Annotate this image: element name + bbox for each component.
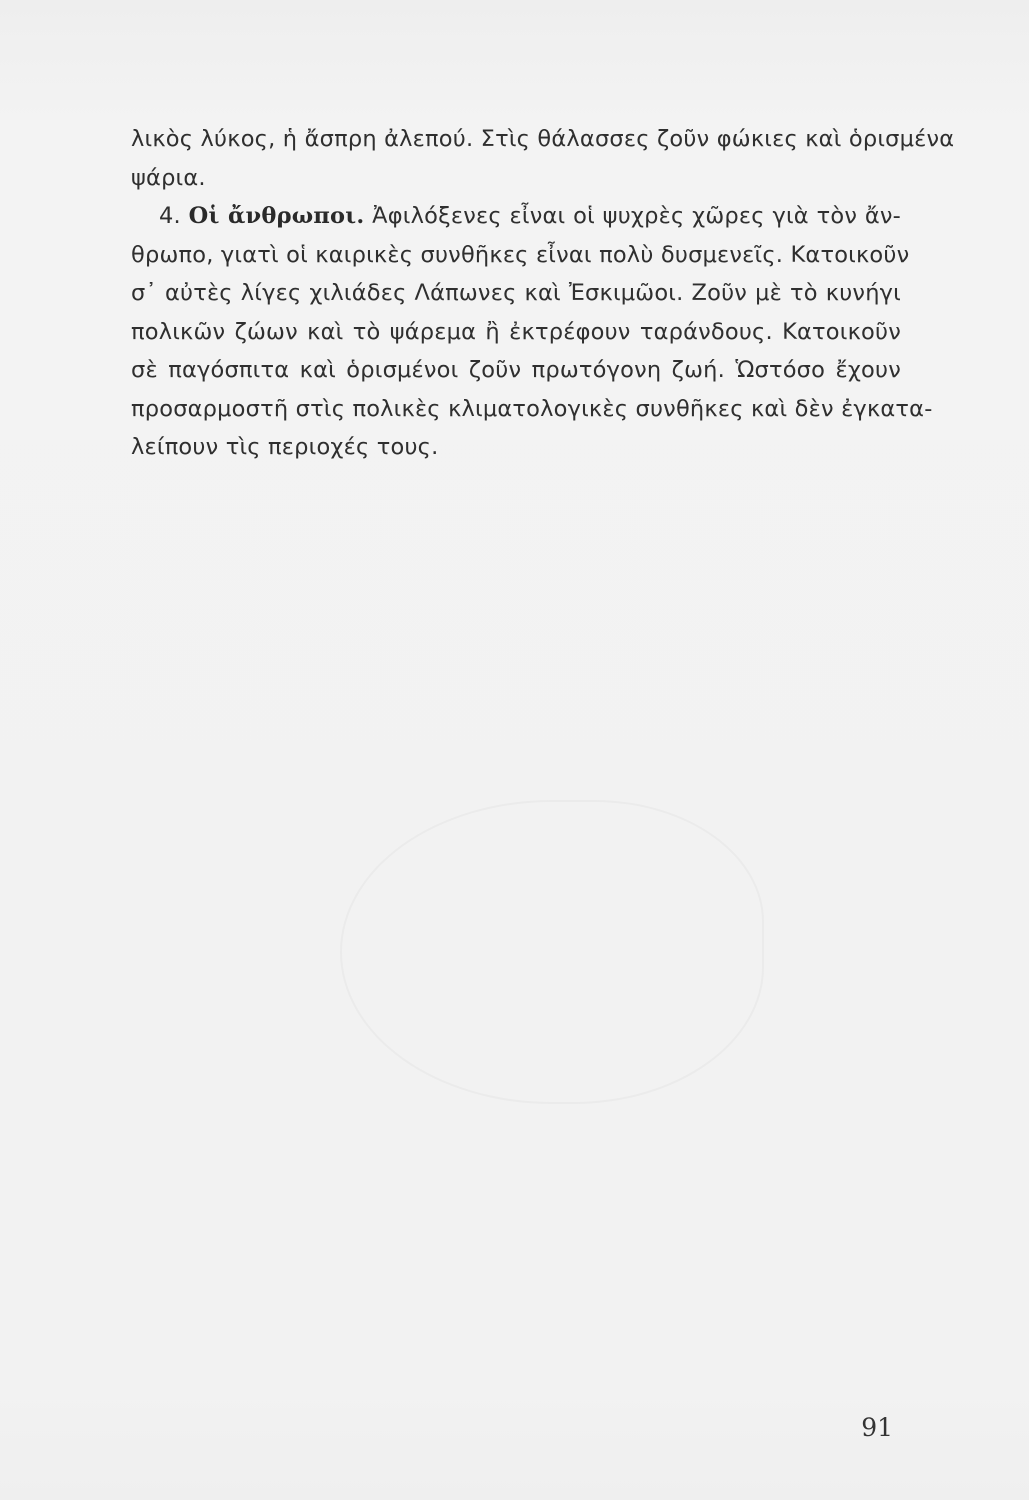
text-line-5: σ᾽ αὐτὲς λίγες χιλιάδες Λάπωνες καὶ Ἐσκιμῶοι. Ζοῦν μὲ τὸ κυνήγι <box>131 280 901 306</box>
text-line-6: πολικῶν ζώων καὶ τὸ ψάρεμα ἢ ἐκτρέφουν ταράνδους. Κατοικοῦν <box>131 318 901 345</box>
text-line-2: ψάρια. <box>131 164 206 191</box>
show-through-illustration <box>340 800 764 1104</box>
section-heading-line <box>131 197 901 236</box>
body-text <box>131 120 955 467</box>
section-heading: Οἱ ἄνθρωποι. <box>188 203 365 229</box>
text-line-9: λείπουν τὶς περιοχές τους. <box>131 434 439 460</box>
section-number: 4. <box>159 203 181 229</box>
text-line-4: θρωπο, γιατὶ οἱ καιρικὲς συνθῆκες εἶναι πολὺ δυσμενεῖς. Κατοικοῦν <box>131 241 910 268</box>
page-number: 91 <box>861 1413 893 1442</box>
section-body-first-line: Ἀφιλόξενες εἶναι οἱ ψυχρὲς χῶρες γιὰ τὸν ἄν- <box>372 203 901 229</box>
text-line-7: σὲ παγόσπιτα καὶ ὁρισμένοι ζοῦν πρωτόγονη ζωή. Ὡστόσο ἔχουν <box>131 357 901 383</box>
text-line-1: λικὸς λύκος, ἡ ἄσπρη ἀλεπού. Στὶς θάλασσες ζοῦν φώκιες καὶ ὁρισμένα <box>131 126 955 152</box>
text-line-8: προσαρμοστῆ στὶς πολικὲς κλιματολογικὲς συνθῆκες καὶ δὲν ἐγκατα- <box>131 395 933 422</box>
